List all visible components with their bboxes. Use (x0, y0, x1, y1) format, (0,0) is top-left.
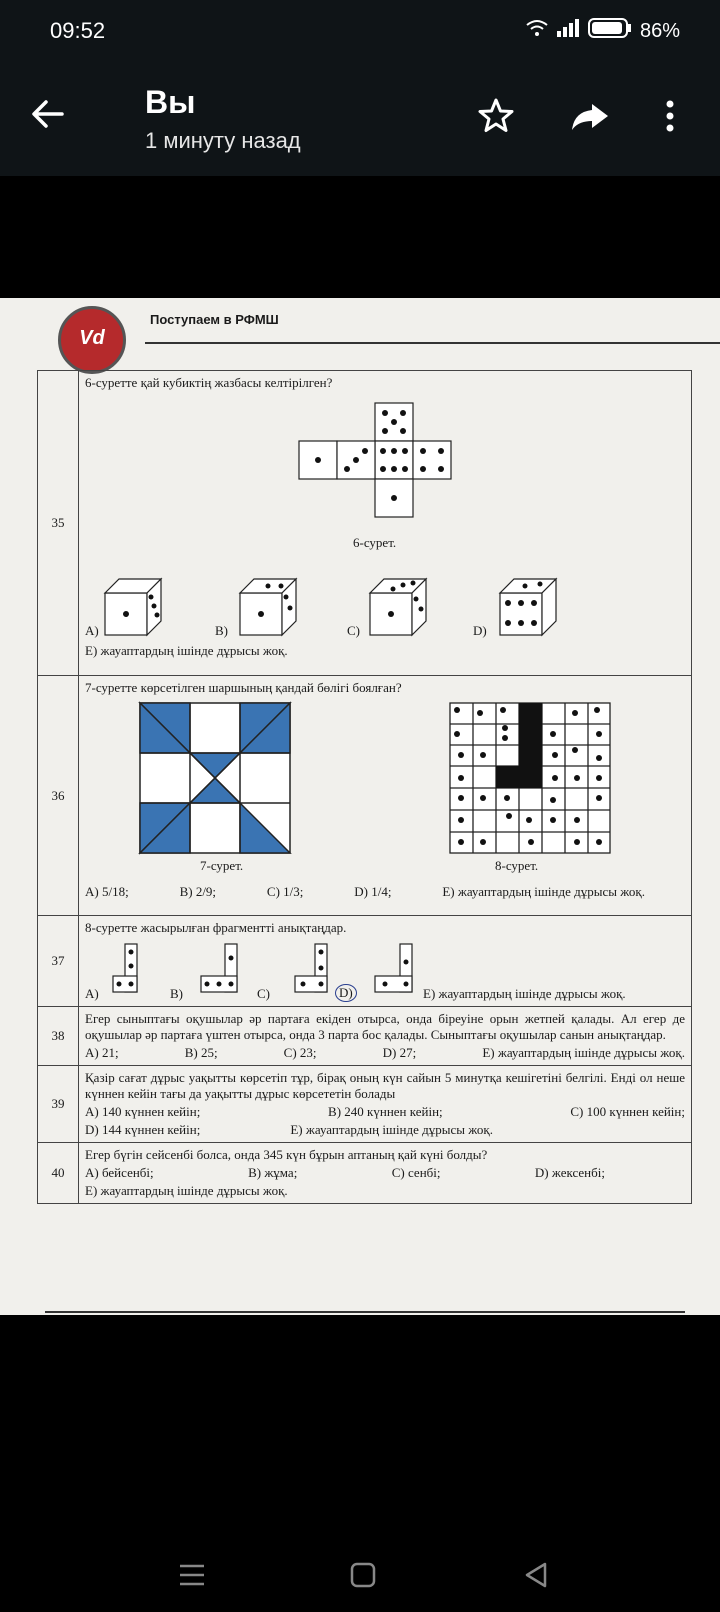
shaded-square-figure (85, 698, 685, 878)
option-c: C) (257, 986, 270, 1001)
figure-caption: 6-сурет. (353, 535, 397, 550)
option-e: E) жауаптардың ішінде дұрысы жоқ. (423, 986, 626, 1001)
photo-image[interactable] (0, 298, 720, 1315)
option-e: E) жауаптардың ішінде дұрысы жоқ. (482, 1045, 685, 1060)
sender-name: Вы (145, 84, 196, 120)
signal-icon (556, 19, 580, 43)
option-a: A) 5/18; (85, 884, 129, 899)
question-text: 7-суретте көрсетілген шаршының қандай бөлігі боялған? (85, 680, 402, 695)
clock: 09:52 (50, 18, 106, 43)
arrow-left-icon (28, 94, 68, 134)
home-square-icon (350, 1562, 376, 1588)
question-35 (38, 371, 692, 676)
star-icon (476, 96, 516, 136)
sent-time: 1 минуту назад (145, 128, 301, 153)
question-number: 36 (38, 676, 79, 916)
more-options-button[interactable] (660, 96, 680, 136)
question-number: 39 (38, 1066, 79, 1143)
option-d: D) 1/4; (354, 884, 392, 899)
option-d: D) 27; (382, 1045, 417, 1060)
question-text: Қазір сағат дұрыс уақытты көрсетіп тұр, бірақ оның күн сайын 5 минутқа кешігетіні белгілі. Енді ол неше күннен кейін тағы да уақытты дұрыс көрсететін болады (85, 1070, 685, 1101)
status-icons (526, 18, 680, 44)
back-button[interactable] (28, 94, 68, 134)
option-c: C) 23; (283, 1045, 317, 1060)
footer-divider (45, 1311, 685, 1313)
option-a: A) 21; (85, 1045, 119, 1060)
battery-icon (588, 18, 632, 44)
option-b: B) (215, 623, 228, 638)
option-e: E) жауаптардың ішінде дұрысы жоқ. (85, 1183, 288, 1198)
question-text: Егер бүгін сейсенбі болса, онда 345 күн бұрын аптаның қай күні болды? (85, 1147, 488, 1162)
worksheet-page (0, 298, 720, 1315)
option-a: A) (85, 986, 99, 1001)
header-divider (145, 342, 720, 344)
question-36 (38, 676, 692, 916)
option-d: D) (473, 623, 487, 638)
more-vert-icon (660, 96, 680, 136)
option-b: B) 2/9; (179, 884, 217, 899)
question-number: 40 (38, 1143, 79, 1204)
viewer-app-bar (0, 64, 720, 176)
option-e: E) жауаптардың ішінде дұрысы жоқ. (290, 1122, 493, 1137)
question-number: 37 (38, 916, 79, 1007)
status-bar (0, 0, 720, 64)
option-c: C) сенбі; (391, 1165, 441, 1180)
question-text: Егер сыныптағы оқушылар әр партаға екіден отырса, онда біреуіне орын жетпей қалады. Ал егер де оқушылар әр партаға үштен отырса, онда 3 парта бос қалады. Сыныптағы оқушылар санын анықтаңдар. (85, 1011, 685, 1042)
option-b: B) (170, 986, 183, 1001)
questions-table (37, 370, 692, 1204)
cube-net-figure (85, 393, 685, 663)
option-c: C) 100 күннен кейін; (570, 1104, 685, 1119)
battery-level: 86% (639, 19, 680, 42)
question-number: 38 (38, 1007, 79, 1066)
star-button[interactable] (476, 96, 516, 136)
question-40 (38, 1143, 692, 1204)
option-d: D) жексенбі; (534, 1165, 605, 1180)
option-b: B) жұма; (248, 1165, 298, 1180)
option-a: A) бейсенбі; (85, 1165, 154, 1180)
back-nav-button[interactable] (523, 1562, 549, 1593)
forward-button[interactable] (570, 96, 610, 136)
figure-caption: 7-сурет. (200, 858, 244, 873)
option-d: D) 144 күннен кейін; (85, 1122, 201, 1137)
question-number: 35 (38, 371, 79, 676)
question-39 (38, 1066, 692, 1143)
menu-lines-icon (178, 1562, 206, 1588)
option-c: C) 1/3; (266, 884, 304, 899)
option-c: C) (347, 623, 360, 638)
option-a: A) (85, 623, 99, 638)
option-a: A) 140 күннен кейін; (85, 1104, 201, 1119)
option-d-circled: D) (335, 984, 357, 1002)
option-e: E) жауаптардың ішінде дұрысы жоқ. (85, 643, 288, 658)
question-text: 8-суретте жасырылған фрагментті анықтаңдар. (85, 920, 347, 935)
option-b: B) 25; (184, 1045, 218, 1060)
option-b: B) 240 күннен кейін; (328, 1104, 443, 1119)
question-38 (38, 1007, 692, 1066)
back-triangle-icon (523, 1562, 549, 1588)
share-forward-icon (570, 96, 610, 136)
school-logo: Vd (58, 306, 126, 374)
system-nav-bar (0, 1542, 720, 1612)
recent-apps-button[interactable] (178, 1562, 206, 1593)
question-37 (38, 916, 692, 1007)
page-header: Поступаем в РФМШ (150, 312, 279, 327)
wifi-icon (526, 19, 548, 43)
figure-caption: 8-сурет. (495, 858, 539, 873)
home-button[interactable] (350, 1562, 376, 1593)
question-text: 6-суретте қай кубиктің жазбасы келтірілген? (85, 375, 333, 390)
option-e: E) жауаптардың ішінде дұрысы жоқ. (442, 884, 645, 899)
